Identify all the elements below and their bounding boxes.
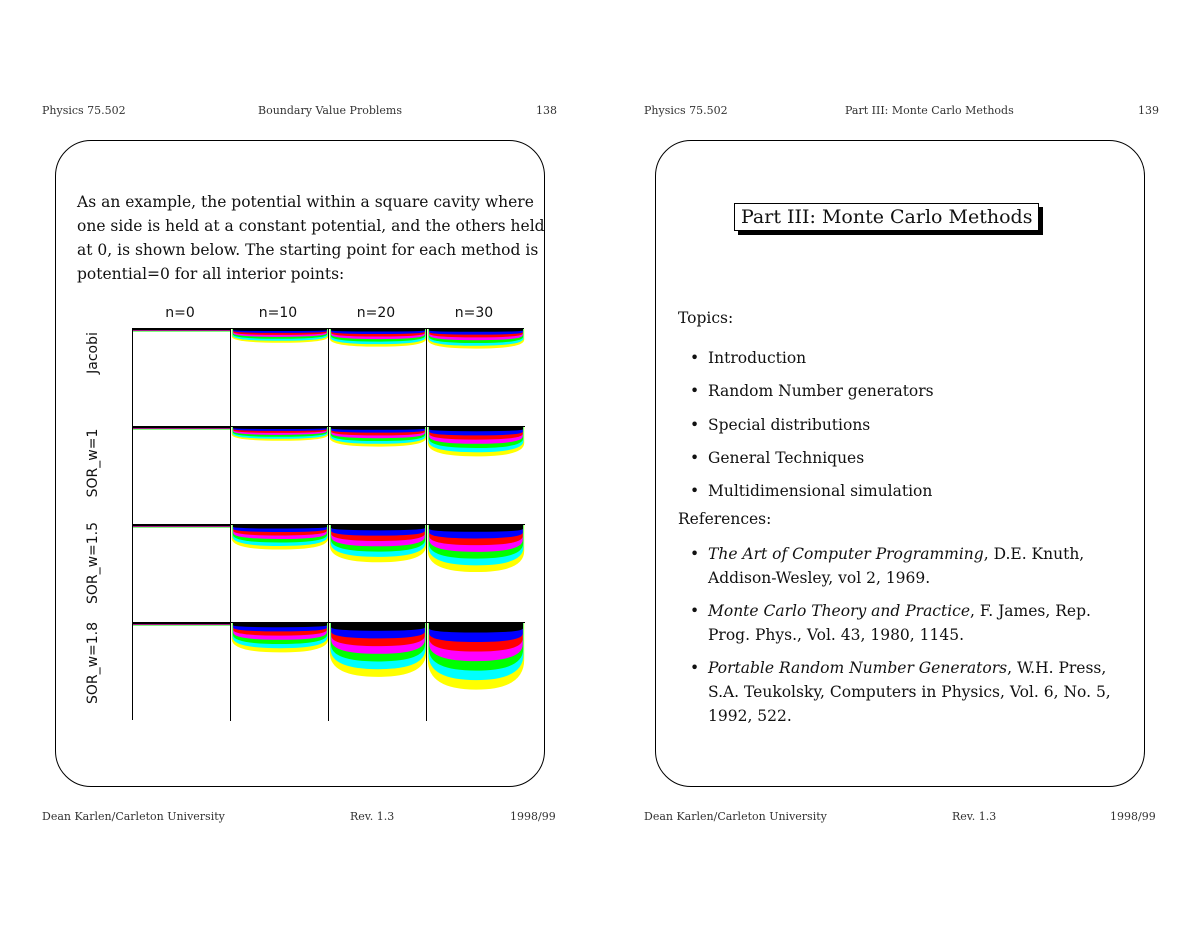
potential-cell — [427, 623, 525, 721]
list-item: • Special distributions — [678, 409, 934, 442]
reference-authors: , W.H. Press, — [1007, 659, 1107, 677]
potential-cell — [427, 525, 525, 623]
reference-title: Portable Random Number Generators — [708, 659, 1008, 677]
reference-title: The Art of Computer Programming — [708, 545, 984, 563]
left-header-topic: Boundary Value Problems — [258, 104, 402, 117]
reference-item — [678, 599, 1111, 647]
contour-plot — [329, 525, 427, 623]
left-footer-rev: Rev. 1.3 — [350, 810, 395, 823]
row-label-sor-w18: SOR_w=1.8 — [85, 621, 101, 705]
contour-plot — [133, 525, 231, 623]
contour-plot — [231, 623, 329, 721]
right-footer-year: 1998/99 — [1110, 810, 1156, 823]
left-footer-author: Dean Karlen/Carleton University — [42, 810, 225, 823]
potential-cell — [231, 623, 329, 721]
contour-plot — [133, 623, 231, 721]
left-header-page: 138 — [536, 104, 557, 117]
contour-band — [133, 525, 231, 526]
reference-item — [678, 542, 1111, 590]
references-list — [678, 542, 1111, 728]
contour-band — [233, 329, 327, 331]
list-item: • Introduction — [678, 342, 934, 375]
reference-details: 1992, 522. — [708, 707, 792, 725]
contour-band — [331, 623, 425, 631]
right-header-course: Physics 75.502 — [644, 104, 728, 117]
potential-cell — [231, 329, 329, 427]
topics-list — [678, 342, 934, 508]
right-footer-rev: Rev. 1.3 — [952, 810, 997, 823]
reference-details: Prog. Phys., Vol. 43, 1980, 1145. — [708, 626, 965, 644]
contour-band — [331, 525, 425, 530]
contour-plot — [133, 329, 231, 427]
contour-band — [233, 623, 327, 627]
contour-plot — [427, 525, 525, 623]
contour-plot — [329, 427, 427, 525]
reference-authors: , F. James, Rep. — [970, 602, 1091, 620]
list-item: • General Techniques — [678, 442, 934, 475]
row-label-jacobi: Jacobi — [85, 332, 101, 374]
intro-line: one side is held at a constant potential, and the others held — [77, 217, 545, 235]
right-footer-author: Dean Karlen/Carleton University — [644, 810, 827, 823]
column-header-n20: n=20 — [356, 305, 396, 321]
contour-plot — [329, 329, 427, 427]
contour-plot — [133, 427, 231, 525]
contour-plot — [231, 525, 329, 623]
left-footer-year: 1998/99 — [510, 810, 556, 823]
contour-band — [331, 329, 425, 332]
potential-cell — [133, 525, 231, 623]
contour-band — [429, 623, 523, 633]
slide-title: Part III: Monte Carlo Methods — [734, 203, 1039, 231]
contour-band — [233, 525, 327, 529]
potential-cell — [133, 329, 231, 427]
intro-paragraph — [77, 190, 545, 286]
contour-plot — [427, 427, 525, 525]
contour-band — [133, 623, 231, 624]
intro-line: potential=0 for all interior points: — [77, 265, 345, 283]
reference-item — [678, 656, 1111, 728]
column-header-n10: n=10 — [258, 305, 298, 321]
contour-band — [429, 525, 523, 532]
contour-band — [133, 427, 231, 428]
potential-cell — [133, 427, 231, 525]
row-label-sor-w15: SOR_w=1.5 — [85, 521, 101, 605]
column-header-n0: n=0 — [165, 305, 195, 321]
potential-grid — [132, 328, 524, 720]
reference-title: Monte Carlo Theory and Practice — [708, 602, 971, 620]
potential-cell — [329, 427, 427, 525]
list-item: • Random Number generators — [678, 375, 934, 408]
reference-authors: , D.E. Knuth, — [983, 545, 1085, 563]
intro-line: at 0, is shown below. The starting point for each method is — [77, 241, 539, 259]
potential-cell — [427, 427, 525, 525]
right-header-page: 139 — [1138, 104, 1159, 117]
potential-cell — [231, 427, 329, 525]
intro-line: As an example, the potential within a square cavity where — [77, 193, 534, 211]
potential-cell — [329, 329, 427, 427]
contour-plot — [427, 329, 525, 427]
potential-cell — [427, 329, 525, 427]
potential-cell — [329, 525, 427, 623]
contour-band — [429, 329, 523, 332]
potential-cell — [231, 525, 329, 623]
reference-details: Addison-Wesley, vol 2, 1969. — [708, 569, 931, 587]
contour-plot — [427, 623, 525, 721]
reference-details: S.A. Teukolsky, Computers in Physics, Vol. 6, No. 5, — [708, 683, 1111, 701]
contour-band — [331, 427, 425, 430]
contour-band — [429, 427, 523, 431]
column-header-n30: n=30 — [454, 305, 494, 321]
potential-cell — [133, 623, 231, 721]
potential-cell — [329, 623, 427, 721]
right-header-topic: Part III: Monte Carlo Methods — [845, 104, 1014, 117]
contour-plot — [231, 427, 329, 525]
row-label-sor-w1: SOR_w=1 — [85, 428, 101, 498]
list-item: • Multidimensional simulation — [678, 475, 934, 508]
contour-plot — [329, 623, 427, 721]
contour-band — [133, 329, 231, 330]
contour-plot — [231, 329, 329, 427]
left-header-course: Physics 75.502 — [42, 104, 126, 117]
contour-band — [233, 427, 327, 429]
topics-label: Topics: — [678, 309, 734, 327]
references-label: References: — [678, 510, 772, 528]
